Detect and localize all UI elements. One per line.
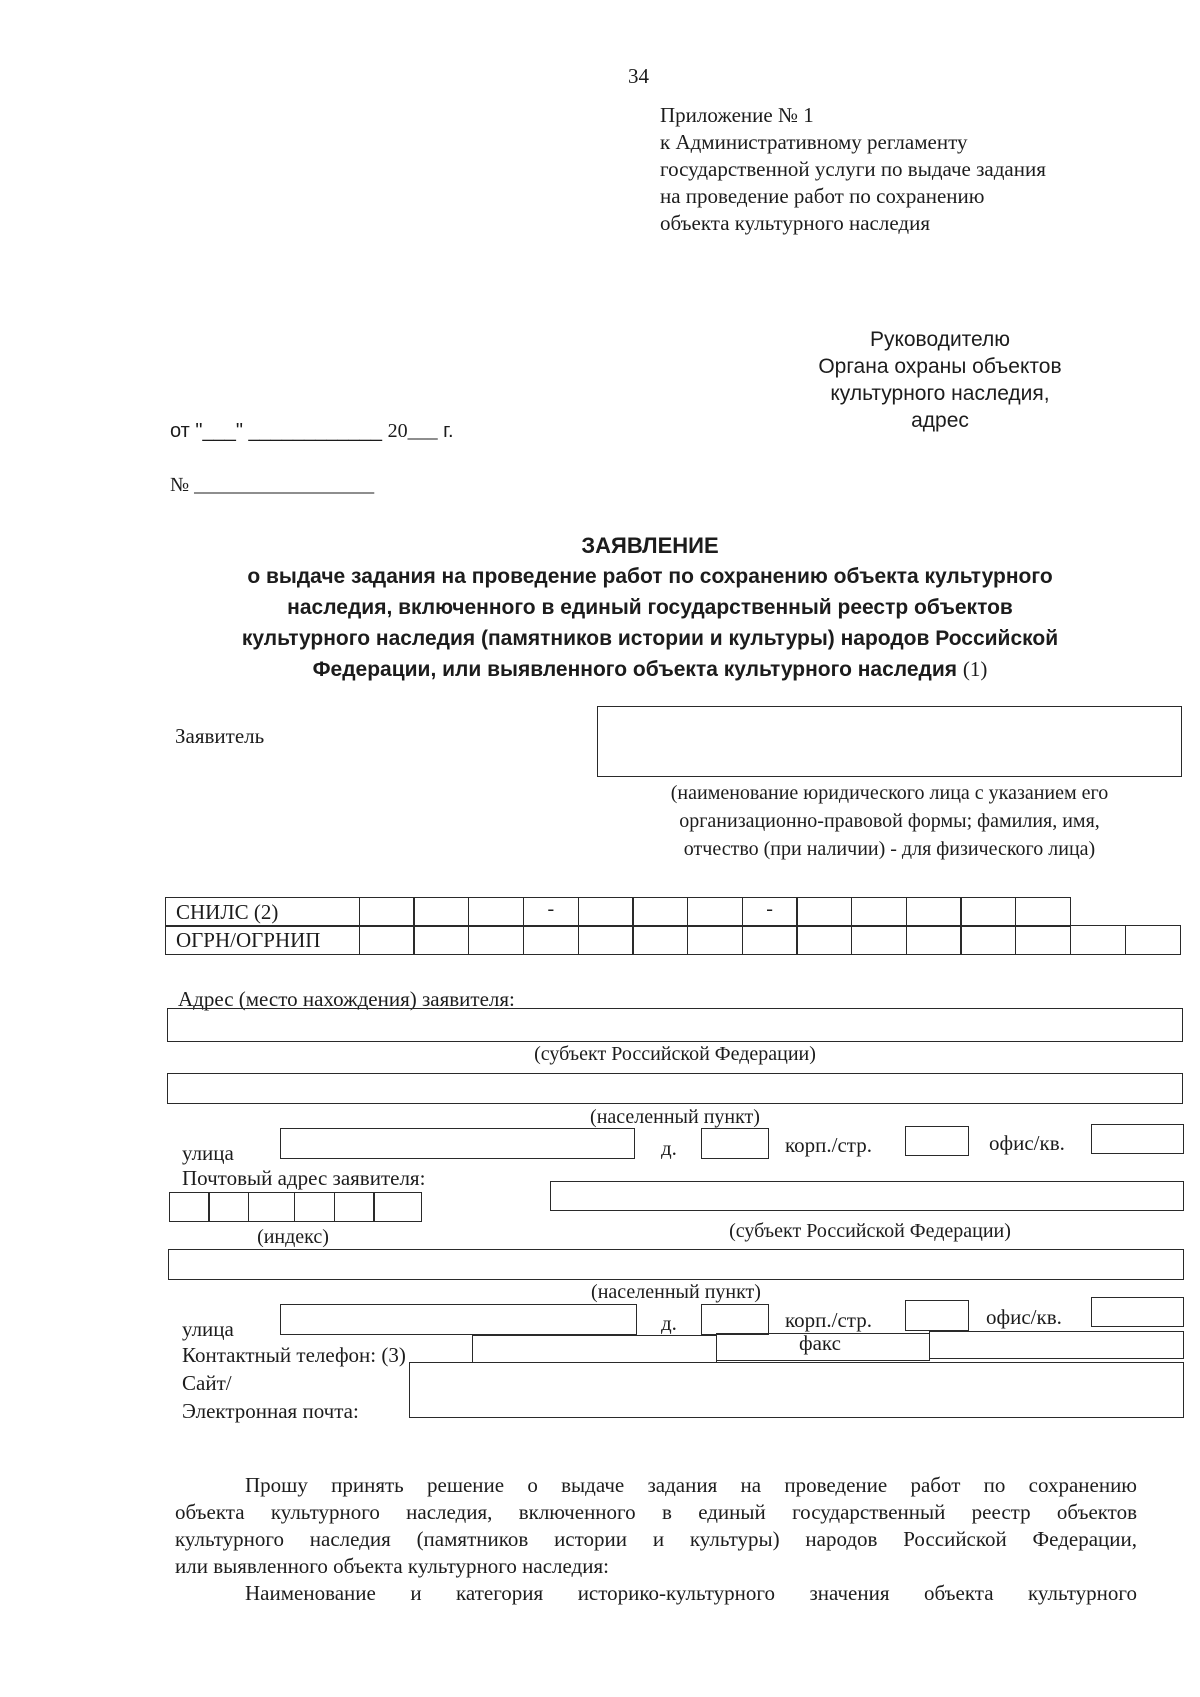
applicant-name-field[interactable]	[597, 706, 1182, 777]
address-locality-caption: (населенный пункт)	[590, 1106, 760, 1128]
body-line: культурного наследия (памятников истории и культуры) народов Российской Федерации,	[175, 1527, 1137, 1551]
addressee-block	[755, 326, 1125, 434]
body-line: объекта культурного наследия, включенного в единый государственный реестр объектов	[175, 1500, 1137, 1524]
snils-digit-cell[interactable]	[960, 897, 1016, 927]
snils-cells	[360, 897, 1071, 927]
fax-field[interactable]	[929, 1331, 1184, 1359]
ogrn-digit-cell[interactable]	[523, 925, 579, 955]
postal-subject-caption: (субъект Российской Федерации)	[729, 1220, 1011, 1242]
fax-label: факс	[799, 1331, 841, 1355]
date-suffix: г.	[443, 420, 454, 442]
title-footnote: (1)	[962, 657, 988, 681]
postal-house-label: д.	[661, 1311, 677, 1335]
ogrn-digit-cell[interactable]	[742, 925, 798, 955]
fax-label-field	[716, 1333, 930, 1361]
address-title: Адрес (место нахождения) заявителя:	[178, 987, 515, 1011]
ogrn-digit-cell[interactable]	[578, 925, 634, 955]
postal-office-label: офис/кв.	[986, 1305, 1062, 1329]
ogrn-digit-cell[interactable]	[359, 925, 415, 955]
addressee-line: культурного наследия,	[830, 382, 1050, 405]
address-house-label: д.	[661, 1136, 677, 1160]
body-line: Прошу принять решение о выдаче задания на проведение работ по сохранению	[245, 1473, 1137, 1497]
applicant-label: Заявитель	[175, 724, 265, 748]
postal-office-field[interactable]	[1091, 1297, 1184, 1327]
ogrn-label-cell	[165, 925, 360, 955]
date-prefix: от "___"	[170, 420, 243, 442]
caption-line: организационно-правовой формы; фамилия, имя,	[679, 810, 1100, 832]
phone-field[interactable]	[472, 1335, 717, 1363]
appendix-line: Приложение № 1	[660, 103, 814, 127]
postal-index-cell[interactable]	[373, 1192, 422, 1222]
postal-subject-field[interactable]	[550, 1181, 1184, 1211]
postal-index-caption: (индекс)	[257, 1226, 329, 1248]
date-blank[interactable]: ____________	[248, 420, 383, 442]
postal-index-cell[interactable]	[169, 1192, 210, 1222]
body-line: или выявленного объекта культурного наследия:	[175, 1554, 609, 1578]
appendix-line: объекта культурного наследия	[660, 211, 930, 235]
document-title	[160, 530, 1140, 685]
ogrn-cells	[360, 925, 1181, 955]
ogrn-digit-cell[interactable]	[632, 925, 688, 955]
address-building-label: корп./стр.	[785, 1133, 872, 1157]
snils-digit-cell[interactable]	[413, 897, 469, 927]
address-subject-field[interactable]	[167, 1008, 1183, 1042]
date-year[interactable]: 20___	[387, 420, 438, 442]
phone-label: Контактный телефон: (3)	[182, 1343, 406, 1367]
site-email-field[interactable]	[409, 1362, 1184, 1418]
ogrn-digit-cell[interactable]	[960, 925, 1016, 955]
title-line: культурного наследия (памятников истории и культуры) народов Российской	[241, 627, 1059, 650]
appendix-block	[660, 102, 1046, 237]
email-label: Электронная почта:	[182, 1399, 359, 1423]
caption-line: (наименование юридического лица с указанием его	[670, 782, 1109, 804]
postal-index-cell[interactable]	[294, 1192, 335, 1222]
snils-digit-cell[interactable]	[632, 897, 688, 927]
snils-digit-cell[interactable]	[906, 897, 962, 927]
snils-digit-cell[interactable]	[687, 897, 743, 927]
ogrn-digit-cell[interactable]	[1125, 925, 1181, 955]
ogrn-label: ОГРН/ОГРНИП	[176, 928, 321, 952]
addressee-line: Руководителю	[869, 328, 1011, 351]
number-blank[interactable]: __________________	[194, 474, 375, 496]
ogrn-digit-cell[interactable]	[1015, 925, 1071, 955]
snils-label: СНИЛС (2)	[176, 900, 279, 924]
snils-label-cell	[165, 897, 360, 927]
snils-digit-cell[interactable]	[796, 897, 852, 927]
address-street-label: улица	[182, 1141, 234, 1165]
ogrn-digit-cell[interactable]	[796, 925, 852, 955]
address-building-field[interactable]	[905, 1126, 969, 1156]
postal-index-cell[interactable]	[208, 1192, 249, 1222]
address-office-field[interactable]	[1091, 1124, 1184, 1154]
postal-street-field[interactable]	[280, 1304, 637, 1335]
caption-line: отчество (при наличии) - для физического лица)	[683, 838, 1096, 860]
date-line	[170, 420, 454, 443]
address-house-field[interactable]	[701, 1128, 769, 1159]
snils-digit-cell[interactable]	[468, 897, 524, 927]
snils-dash-cell: -	[742, 897, 798, 927]
number-line	[170, 474, 374, 497]
site-label: Сайт/	[182, 1371, 232, 1395]
snils-digit-cell[interactable]	[851, 897, 907, 927]
ogrn-digit-cell[interactable]	[851, 925, 907, 955]
postal-house-field[interactable]	[701, 1304, 769, 1335]
title-line: Федерации, или выявленного объекта культурного наследия	[312, 658, 958, 681]
postal-index-cell[interactable]	[334, 1192, 375, 1222]
address-street-field[interactable]	[280, 1128, 635, 1159]
appendix-line: к Административному регламенту	[660, 130, 968, 154]
postal-building-field[interactable]	[905, 1300, 969, 1331]
appendix-line: государственной услуги по выдаче задания	[660, 157, 1046, 181]
appendix-line: на проведение работ по сохранению	[660, 184, 985, 208]
snils-digit-cell[interactable]	[1015, 897, 1071, 927]
body-paragraph	[175, 1472, 1137, 1607]
addressee-line: Органа охраны объектов	[818, 355, 1062, 378]
page-number: 34	[628, 64, 649, 88]
body-line: Наименование и категория историко-культурного значения объекта культурного	[245, 1581, 1137, 1605]
ogrn-digit-cell[interactable]	[468, 925, 524, 955]
addressee-line: адрес	[911, 409, 969, 432]
snils-digit-cell[interactable]	[578, 897, 634, 927]
snils-digit-cell[interactable]	[359, 897, 415, 927]
postal-locality-caption: (населенный пункт)	[591, 1281, 761, 1303]
applicant-caption	[597, 779, 1182, 863]
ogrn-digit-cell[interactable]	[413, 925, 469, 955]
address-subject-caption: (субъект Российской Федерации)	[534, 1043, 816, 1065]
ogrn-digit-cell[interactable]	[687, 925, 743, 955]
postal-index-cells	[170, 1192, 422, 1222]
postal-index-cell[interactable]	[248, 1192, 295, 1222]
postal-locality-field[interactable]	[168, 1249, 1184, 1280]
snils-dash-cell: -	[523, 897, 579, 927]
title-heading: ЗАЯВЛЕНИЕ	[581, 533, 719, 558]
ogrn-digit-cell[interactable]	[1070, 925, 1126, 955]
number-prefix: №	[170, 474, 190, 496]
address-locality-field[interactable]	[167, 1073, 1183, 1104]
title-line: о выдаче задания на проведение работ по сохранению объекта культурного	[247, 565, 1053, 588]
title-line: наследия, включенного в единый государственный реестр объектов	[287, 596, 1013, 619]
postal-title: Почтовый адрес заявителя:	[182, 1166, 426, 1190]
ogrn-digit-cell[interactable]	[906, 925, 962, 955]
address-office-label: офис/кв.	[989, 1131, 1065, 1155]
postal-building-label: корп./стр.	[785, 1308, 872, 1332]
postal-street-label: улица	[182, 1317, 234, 1341]
